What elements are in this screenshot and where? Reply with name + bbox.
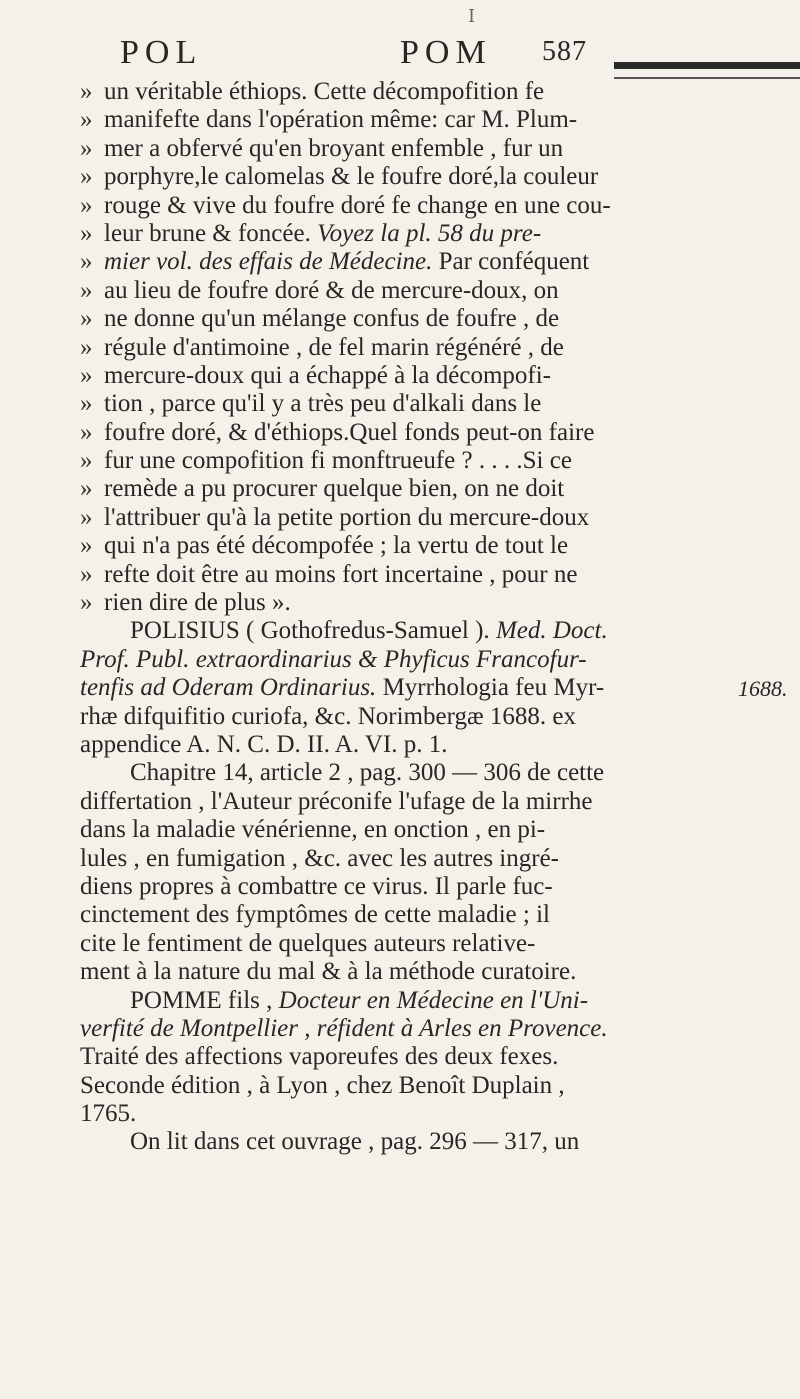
text-line (80, 390, 680, 418)
line-text: Chapitre 14, article 2 , pag. 300 — 306 de cette (130, 759, 605, 787)
text-line (80, 220, 680, 248)
page-mark: I (468, 6, 476, 27)
line-italic: Voyez la pl. 58 du pre- (317, 219, 542, 247)
line-text: un véritable éthiops. Cette décompofition fe (104, 78, 545, 105)
text-line (80, 1072, 680, 1100)
line-text: remède a pu procurer quelque bien, on ne doit (104, 475, 565, 503)
quote-mark: » (80, 78, 93, 105)
text-line (80, 1043, 680, 1071)
line-text: refte doit être au moins fort incertaine , pour ne (104, 560, 578, 588)
text-line (80, 646, 680, 674)
edge-rule (614, 62, 800, 69)
text-line (80, 703, 680, 731)
text-line (80, 589, 680, 617)
line-text: cinctement des fymptômes de cette maladie ; il (80, 901, 550, 929)
body-text (80, 78, 680, 1157)
line-text: régule d'antimoine , de fel marin régénéré , de (104, 333, 564, 361)
line-text: qui n'a pas été décompofée ; la vertu de tout le (104, 532, 569, 560)
line-text: 1765. (80, 1100, 137, 1128)
quote-mark: » (80, 248, 93, 276)
line-text: differtation , l'Auteur préconife l'ufage de la mirrhe (80, 787, 593, 815)
line-italic: verfité de Montpellier , réfident à Arles en Provence. (80, 1014, 608, 1042)
text-line (80, 163, 680, 191)
text-line (80, 504, 680, 532)
text-line (80, 561, 680, 589)
margin-note: 1688. (738, 676, 788, 701)
text-line (80, 930, 680, 958)
line-italic: Prof. Publ. extraordinarius & Phyficus Francofur- (80, 645, 587, 673)
text-line (80, 674, 680, 702)
line-text: mer a obfervé qu'en broyant enfemble , fur un (104, 134, 564, 162)
header-left-word: POL (120, 34, 203, 71)
line-text: POLISIUS ( Gothofredus-Samuel ). (130, 617, 496, 645)
line-text: Traité des affections vaporeufes des deux fexes. (80, 1043, 559, 1071)
text-line (80, 617, 680, 645)
header-right-word: POM (400, 34, 492, 71)
text-line (80, 901, 680, 929)
line-text: lules , en fumigation , &c. avec les autres ingré- (80, 844, 560, 872)
line-text: Seconde édition , à Lyon , chez Benoît Duplain , (80, 1071, 565, 1099)
line-text: POMME fils , (130, 986, 279, 1014)
line-text: manifefte dans l'opération même: car M. Plum- (104, 106, 578, 134)
text-line (80, 106, 680, 134)
quote-mark: » (80, 390, 93, 418)
line-text: au lieu de foufre doré & de mercure-doux, on (104, 276, 559, 304)
text-line (80, 731, 680, 759)
quote-mark: » (80, 418, 93, 446)
line-text: appendice A. N. C. D. II. A. VI. p. 1. (80, 730, 448, 758)
quote-mark: » (80, 560, 93, 588)
line-italic: mier vol. des effais de Médecine. (104, 248, 433, 276)
quote-mark: » (80, 305, 93, 333)
line-text: ne donne qu'un mélange confus de foufre , de (104, 305, 560, 333)
line-text: foufre doré, & d'éthiops.Quel fonds peut-on faire (104, 418, 595, 446)
text-line (80, 135, 680, 163)
text-line (80, 192, 680, 220)
text-line (80, 334, 680, 362)
quote-mark: » (80, 134, 93, 162)
line-text: On lit dans cet ouvrage , pag. 296 — 317, un (130, 1128, 580, 1156)
text-line (80, 362, 680, 390)
line-text-after: Par conféquent (432, 248, 590, 276)
quote-mark: » (80, 219, 93, 247)
line-text: l'attribuer qu'à la petite portion du mercure-doux (104, 503, 590, 531)
text-line (80, 816, 680, 844)
line-text: mercure-doux qui a échappé à la décompofi- (104, 361, 552, 389)
text-line (80, 873, 680, 901)
line-text: diens propres à combattre ce virus. Il parle fuc- (80, 872, 553, 900)
quote-mark: » (80, 532, 93, 560)
text-line (80, 277, 680, 305)
line-text: dans la maladie vénérienne, en onction , en pi- (80, 816, 546, 844)
text-line (80, 759, 680, 787)
line-italic: Docteur en Médecine en l'Uni- (278, 986, 589, 1014)
quote-mark: » (80, 333, 93, 361)
text-line (80, 447, 680, 475)
text-line (80, 1015, 680, 1043)
text-line (80, 419, 680, 447)
quote-mark: » (80, 503, 93, 531)
line-text: rouge & vive du foufre doré fe change en une cou- (104, 191, 611, 219)
line-text: ment à la nature du mal & à la méthode curatoire. (80, 958, 577, 986)
quote-mark: » (80, 276, 93, 304)
quote-mark: » (80, 361, 93, 389)
quote-mark: » (80, 589, 93, 617)
quote-mark: » (80, 163, 93, 191)
text-line (80, 1100, 680, 1128)
line-text-after: Myrrhologia feu Myr- (376, 674, 605, 702)
text-line (80, 305, 680, 333)
text-line (80, 248, 680, 276)
text-line (80, 987, 680, 1015)
line-text: tion , parce qu'il y a très peu d'alkali dans le (104, 390, 542, 418)
quote-mark: » (80, 191, 93, 219)
text-line (80, 78, 680, 106)
line-text: fur une compofition fi monftrueufe ? . . . .Si ce (104, 447, 572, 475)
line-italic: Med. Doct. (495, 617, 608, 645)
line-text: porphyre,le calomelas & le foufre doré,la couleur (104, 163, 599, 191)
quote-mark: » (80, 447, 93, 475)
page-number: 587 (542, 36, 587, 67)
line-italic: tenfis ad Oderam Ordinarius. (80, 674, 377, 702)
quote-mark: » (80, 106, 93, 134)
text-line (80, 958, 680, 986)
line-text: cite le fentiment de quelques auteurs relative- (80, 929, 536, 957)
text-line (80, 475, 680, 503)
line-text: rhæ difquifitio curiofa, &c. Norimbergæ 1688. ex (80, 702, 576, 730)
text-line (80, 845, 680, 873)
line-text: leur brune & foncée. (104, 219, 318, 247)
quote-mark: » (80, 475, 93, 503)
text-line (80, 788, 680, 816)
text-line (80, 1128, 680, 1156)
line-text: rien dire de plus ». (104, 589, 291, 617)
text-line (80, 532, 680, 560)
